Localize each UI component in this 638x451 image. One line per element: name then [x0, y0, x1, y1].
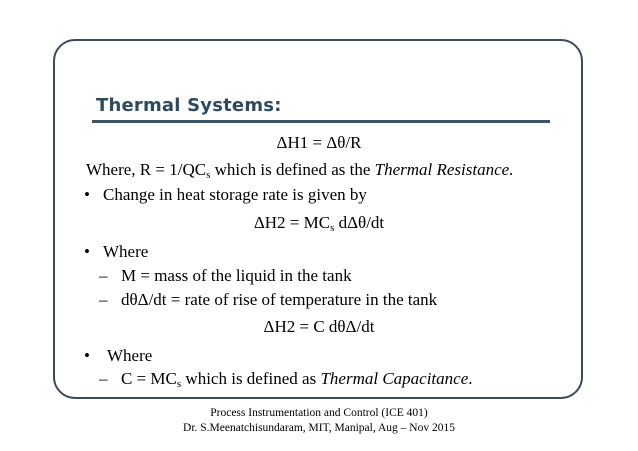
subscript-s: s: [176, 378, 182, 390]
resistance-definition: [86, 160, 513, 180]
capacitance-text-mid: which is defined as: [181, 369, 321, 388]
dash-icon: –: [99, 369, 108, 388]
thermal-resistance-term: Thermal Resistance.: [374, 160, 514, 179]
capacitance-period: .: [468, 369, 473, 388]
title-underline: [92, 120, 550, 123]
dash-icon: –: [99, 266, 108, 285]
bullet-heat-storage: Change in heat storage rate is given by: [103, 185, 367, 204]
footer-author: Dr. S.Meenatchisundaram, MIT, Manipal, Aug – Nov 2015: [183, 422, 455, 434]
resistance-text-mid: which is defined as the: [210, 160, 375, 179]
footer-course: Process Instrumentation and Control (ICE 401): [210, 407, 428, 419]
eq2-text-suffix: dΔθ/dt: [334, 213, 385, 232]
equation-delta-h1: ΔH1 = Δθ/R: [276, 133, 362, 152]
subscript-s: s: [330, 222, 335, 234]
subscript-s: s: [206, 169, 211, 181]
resistance-text: Where, R = 1/QC: [86, 160, 207, 179]
bullet-icon: •: [84, 346, 90, 365]
bullet-icon: •: [84, 242, 90, 261]
thermal-capacitance-term: Thermal Capacitance: [320, 369, 469, 388]
bullet-where-1: Where: [103, 242, 149, 261]
capacitance-text: C = MC: [121, 369, 177, 388]
slide-title: Thermal Systems:: [96, 95, 282, 116]
equation-delta-h2-c: ΔH2 = C dθΔ/dt: [263, 317, 375, 336]
dash-icon: –: [99, 290, 108, 309]
eq2-text: ΔH2 = MC: [253, 213, 331, 232]
bullet-icon: •: [84, 185, 90, 204]
bullet-where-2: Where: [107, 346, 153, 365]
equation-delta-h2: [0, 213, 638, 233]
sub-bullet-rate: dθΔ/dt = rate of rise of temperature in the tank: [121, 290, 438, 309]
sub-bullet-mass: M = mass of the liquid in the tank: [121, 266, 352, 285]
capacitance-definition: [121, 369, 473, 389]
